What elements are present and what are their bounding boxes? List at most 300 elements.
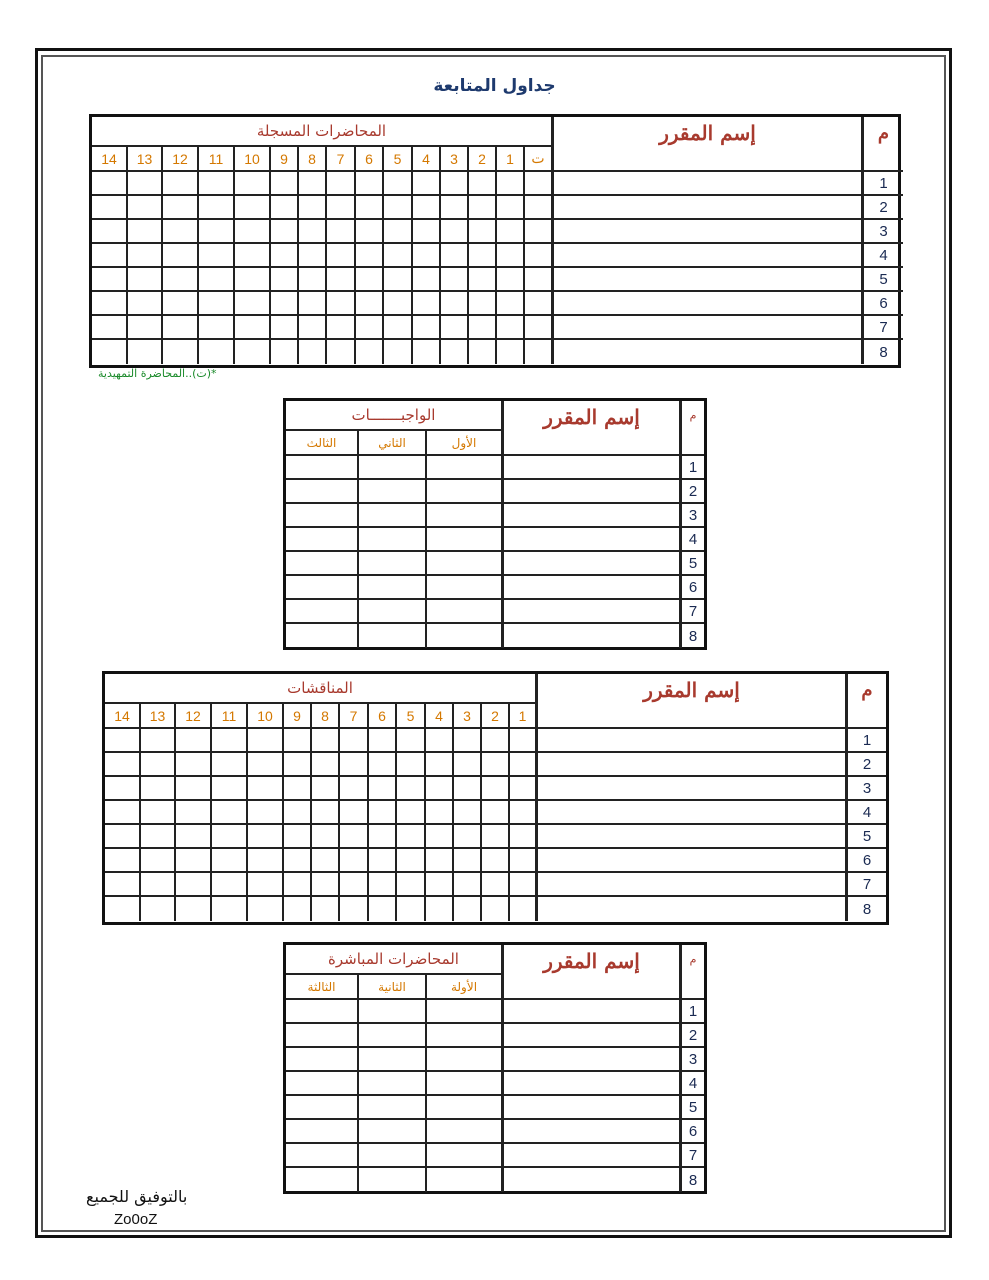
tracking-cell[interactable]	[482, 801, 510, 825]
tracking-cell[interactable]	[525, 340, 554, 364]
tracking-cell[interactable]	[427, 1168, 504, 1192]
tracking-cell[interactable]	[359, 1168, 427, 1192]
tracking-cell[interactable]	[356, 196, 384, 220]
tracking-cell[interactable]	[369, 873, 397, 897]
tracking-cell[interactable]	[426, 873, 454, 897]
tracking-cell[interactable]	[427, 1120, 504, 1144]
tracking-cell[interactable]	[271, 220, 299, 244]
subject-name-cell[interactable]	[538, 849, 848, 873]
tracking-cell[interactable]	[397, 873, 426, 897]
tracking-cell[interactable]	[359, 528, 427, 552]
tracking-cell[interactable]	[356, 340, 384, 364]
tracking-cell[interactable]	[163, 292, 199, 316]
tracking-cell[interactable]	[384, 244, 413, 268]
tracking-cell[interactable]	[141, 897, 176, 921]
tracking-cell[interactable]	[510, 777, 538, 801]
tracking-cell[interactable]	[163, 172, 199, 196]
tracking-cell[interactable]	[454, 897, 482, 921]
tracking-cell[interactable]	[92, 316, 128, 340]
tracking-cell[interactable]	[176, 849, 212, 873]
tracking-cell[interactable]	[327, 268, 356, 292]
tracking-cell[interactable]	[199, 268, 235, 292]
tracking-cell[interactable]	[384, 268, 413, 292]
tracking-cell[interactable]	[384, 316, 413, 340]
tracking-cell[interactable]	[497, 172, 525, 196]
tracking-cell[interactable]	[359, 624, 427, 648]
tracking-cell[interactable]	[441, 292, 469, 316]
tracking-cell[interactable]	[525, 244, 554, 268]
tracking-cell[interactable]	[441, 196, 469, 220]
tracking-cell[interactable]	[299, 268, 327, 292]
tracking-cell[interactable]	[359, 552, 427, 576]
tracking-cell[interactable]	[497, 316, 525, 340]
tracking-cell[interactable]	[176, 729, 212, 753]
tracking-cell[interactable]	[497, 292, 525, 316]
tracking-cell[interactable]	[271, 196, 299, 220]
tracking-cell[interactable]	[384, 172, 413, 196]
tracking-cell[interactable]	[163, 268, 199, 292]
subject-name-cell[interactable]	[554, 292, 864, 316]
tracking-cell[interactable]	[369, 729, 397, 753]
tracking-cell[interactable]	[286, 504, 359, 528]
tracking-cell[interactable]	[454, 753, 482, 777]
tracking-cell[interactable]	[441, 340, 469, 364]
tracking-cell[interactable]	[248, 777, 284, 801]
tracking-cell[interactable]	[199, 292, 235, 316]
tracking-cell[interactable]	[92, 340, 128, 364]
tracking-cell[interactable]	[212, 753, 248, 777]
tracking-cell[interactable]	[312, 753, 340, 777]
tracking-cell[interactable]	[525, 220, 554, 244]
tracking-cell[interactable]	[426, 825, 454, 849]
tracking-cell[interactable]	[525, 292, 554, 316]
tracking-cell[interactable]	[286, 1144, 359, 1168]
tracking-cell[interactable]	[248, 729, 284, 753]
tracking-cell[interactable]	[212, 801, 248, 825]
tracking-cell[interactable]	[312, 777, 340, 801]
tracking-cell[interactable]	[454, 777, 482, 801]
tracking-cell[interactable]	[359, 576, 427, 600]
tracking-cell[interactable]	[340, 897, 369, 921]
tracking-cell[interactable]	[141, 729, 176, 753]
tracking-cell[interactable]	[359, 504, 427, 528]
tracking-cell[interactable]	[176, 777, 212, 801]
subject-name-cell[interactable]	[504, 456, 682, 480]
tracking-cell[interactable]	[271, 244, 299, 268]
tracking-cell[interactable]	[105, 777, 141, 801]
tracking-cell[interactable]	[299, 316, 327, 340]
tracking-cell[interactable]	[525, 196, 554, 220]
tracking-cell[interactable]	[163, 220, 199, 244]
tracking-cell[interactable]	[356, 244, 384, 268]
tracking-cell[interactable]	[286, 1048, 359, 1072]
tracking-cell[interactable]	[525, 316, 554, 340]
tracking-cell[interactable]	[284, 777, 312, 801]
tracking-cell[interactable]	[141, 873, 176, 897]
tracking-cell[interactable]	[212, 873, 248, 897]
tracking-cell[interactable]	[510, 849, 538, 873]
tracking-cell[interactable]	[199, 172, 235, 196]
tracking-cell[interactable]	[235, 316, 271, 340]
tracking-cell[interactable]	[299, 340, 327, 364]
tracking-cell[interactable]	[369, 777, 397, 801]
tracking-cell[interactable]	[327, 340, 356, 364]
subject-name-cell[interactable]	[504, 1144, 682, 1168]
tracking-cell[interactable]	[397, 777, 426, 801]
tracking-cell[interactable]	[427, 1096, 504, 1120]
tracking-cell[interactable]	[105, 801, 141, 825]
subject-name-cell[interactable]	[504, 528, 682, 552]
tracking-cell[interactable]	[469, 316, 497, 340]
tracking-cell[interactable]	[271, 292, 299, 316]
tracking-cell[interactable]	[105, 825, 141, 849]
tracking-cell[interactable]	[413, 292, 441, 316]
tracking-cell[interactable]	[413, 268, 441, 292]
tracking-cell[interactable]	[128, 268, 163, 292]
tracking-cell[interactable]	[510, 729, 538, 753]
subject-name-cell[interactable]	[504, 1072, 682, 1096]
tracking-cell[interactable]	[299, 292, 327, 316]
tracking-cell[interactable]	[212, 729, 248, 753]
subject-name-cell[interactable]	[504, 504, 682, 528]
tracking-cell[interactable]	[176, 873, 212, 897]
tracking-cell[interactable]	[128, 244, 163, 268]
tracking-cell[interactable]	[469, 244, 497, 268]
tracking-cell[interactable]	[356, 316, 384, 340]
subject-name-cell[interactable]	[554, 196, 864, 220]
tracking-cell[interactable]	[525, 172, 554, 196]
tracking-cell[interactable]	[340, 873, 369, 897]
subject-name-cell[interactable]	[554, 268, 864, 292]
tracking-cell[interactable]	[235, 340, 271, 364]
tracking-cell[interactable]	[235, 220, 271, 244]
tracking-cell[interactable]	[92, 172, 128, 196]
tracking-cell[interactable]	[286, 1000, 359, 1024]
tracking-cell[interactable]	[248, 849, 284, 873]
tracking-cell[interactable]	[397, 825, 426, 849]
tracking-cell[interactable]	[141, 753, 176, 777]
tracking-cell[interactable]	[426, 777, 454, 801]
tracking-cell[interactable]	[482, 753, 510, 777]
tracking-cell[interactable]	[454, 825, 482, 849]
tracking-cell[interactable]	[312, 825, 340, 849]
tracking-cell[interactable]	[397, 801, 426, 825]
subject-name-cell[interactable]	[554, 244, 864, 268]
tracking-cell[interactable]	[482, 777, 510, 801]
tracking-cell[interactable]	[413, 244, 441, 268]
tracking-cell[interactable]	[426, 897, 454, 921]
tracking-cell[interactable]	[105, 849, 141, 873]
tracking-cell[interactable]	[356, 268, 384, 292]
tracking-cell[interactable]	[299, 172, 327, 196]
tracking-cell[interactable]	[248, 825, 284, 849]
subject-name-cell[interactable]	[538, 873, 848, 897]
tracking-cell[interactable]	[359, 1072, 427, 1096]
tracking-cell[interactable]	[427, 528, 504, 552]
tracking-cell[interactable]	[327, 196, 356, 220]
tracking-cell[interactable]	[384, 292, 413, 316]
tracking-cell[interactable]	[128, 292, 163, 316]
tracking-cell[interactable]	[369, 825, 397, 849]
tracking-cell[interactable]	[482, 729, 510, 753]
subject-name-cell[interactable]	[538, 753, 848, 777]
tracking-cell[interactable]	[384, 196, 413, 220]
subject-name-cell[interactable]	[554, 172, 864, 196]
tracking-cell[interactable]	[176, 801, 212, 825]
tracking-cell[interactable]	[248, 753, 284, 777]
tracking-cell[interactable]	[510, 897, 538, 921]
tracking-cell[interactable]	[427, 1000, 504, 1024]
tracking-cell[interactable]	[286, 1096, 359, 1120]
subject-name-cell[interactable]	[538, 729, 848, 753]
tracking-cell[interactable]	[482, 873, 510, 897]
tracking-cell[interactable]	[497, 220, 525, 244]
tracking-cell[interactable]	[163, 340, 199, 364]
tracking-cell[interactable]	[384, 340, 413, 364]
subject-name-cell[interactable]	[554, 340, 864, 364]
tracking-cell[interactable]	[426, 753, 454, 777]
tracking-cell[interactable]	[92, 268, 128, 292]
tracking-cell[interactable]	[427, 456, 504, 480]
subject-name-cell[interactable]	[504, 576, 682, 600]
tracking-cell[interactable]	[92, 196, 128, 220]
tracking-cell[interactable]	[441, 220, 469, 244]
tracking-cell[interactable]	[327, 172, 356, 196]
tracking-cell[interactable]	[340, 849, 369, 873]
tracking-cell[interactable]	[359, 1024, 427, 1048]
tracking-cell[interactable]	[356, 220, 384, 244]
tracking-cell[interactable]	[199, 340, 235, 364]
tracking-cell[interactable]	[454, 729, 482, 753]
tracking-cell[interactable]	[340, 777, 369, 801]
tracking-cell[interactable]	[286, 624, 359, 648]
tracking-cell[interactable]	[359, 456, 427, 480]
tracking-cell[interactable]	[441, 268, 469, 292]
tracking-cell[interactable]	[286, 1168, 359, 1192]
tracking-cell[interactable]	[441, 172, 469, 196]
tracking-cell[interactable]	[286, 528, 359, 552]
tracking-cell[interactable]	[359, 480, 427, 504]
tracking-cell[interactable]	[299, 196, 327, 220]
tracking-cell[interactable]	[369, 753, 397, 777]
tracking-cell[interactable]	[271, 316, 299, 340]
tracking-cell[interactable]	[397, 753, 426, 777]
tracking-cell[interactable]	[141, 777, 176, 801]
tracking-cell[interactable]	[510, 825, 538, 849]
tracking-cell[interactable]	[286, 576, 359, 600]
tracking-cell[interactable]	[427, 1024, 504, 1048]
tracking-cell[interactable]	[427, 624, 504, 648]
subject-name-cell[interactable]	[504, 1120, 682, 1144]
tracking-cell[interactable]	[427, 600, 504, 624]
tracking-cell[interactable]	[128, 172, 163, 196]
tracking-cell[interactable]	[199, 220, 235, 244]
tracking-cell[interactable]	[248, 801, 284, 825]
tracking-cell[interactable]	[141, 801, 176, 825]
tracking-cell[interactable]	[497, 244, 525, 268]
tracking-cell[interactable]	[92, 244, 128, 268]
tracking-cell[interactable]	[284, 729, 312, 753]
tracking-cell[interactable]	[286, 456, 359, 480]
tracking-cell[interactable]	[163, 316, 199, 340]
tracking-cell[interactable]	[359, 1000, 427, 1024]
tracking-cell[interactable]	[384, 220, 413, 244]
tracking-cell[interactable]	[510, 801, 538, 825]
tracking-cell[interactable]	[286, 1072, 359, 1096]
tracking-cell[interactable]	[369, 801, 397, 825]
tracking-cell[interactable]	[525, 268, 554, 292]
subject-name-cell[interactable]	[504, 1024, 682, 1048]
subject-name-cell[interactable]	[554, 220, 864, 244]
tracking-cell[interactable]	[454, 849, 482, 873]
tracking-cell[interactable]	[199, 196, 235, 220]
tracking-cell[interactable]	[497, 340, 525, 364]
tracking-cell[interactable]	[248, 873, 284, 897]
tracking-cell[interactable]	[199, 244, 235, 268]
subject-name-cell[interactable]	[538, 801, 848, 825]
tracking-cell[interactable]	[482, 897, 510, 921]
tracking-cell[interactable]	[128, 196, 163, 220]
subject-name-cell[interactable]	[504, 480, 682, 504]
tracking-cell[interactable]	[413, 196, 441, 220]
tracking-cell[interactable]	[469, 196, 497, 220]
tracking-cell[interactable]	[176, 897, 212, 921]
tracking-cell[interactable]	[427, 1072, 504, 1096]
tracking-cell[interactable]	[212, 777, 248, 801]
tracking-cell[interactable]	[248, 897, 284, 921]
tracking-cell[interactable]	[286, 1024, 359, 1048]
subject-name-cell[interactable]	[538, 897, 848, 921]
tracking-cell[interactable]	[128, 340, 163, 364]
tracking-cell[interactable]	[356, 172, 384, 196]
tracking-cell[interactable]	[163, 196, 199, 220]
tracking-cell[interactable]	[497, 196, 525, 220]
tracking-cell[interactable]	[212, 825, 248, 849]
tracking-cell[interactable]	[284, 825, 312, 849]
tracking-cell[interactable]	[340, 729, 369, 753]
tracking-cell[interactable]	[235, 292, 271, 316]
tracking-cell[interactable]	[427, 576, 504, 600]
tracking-cell[interactable]	[212, 897, 248, 921]
tracking-cell[interactable]	[413, 172, 441, 196]
tracking-cell[interactable]	[340, 825, 369, 849]
subject-name-cell[interactable]	[504, 1000, 682, 1024]
tracking-cell[interactable]	[397, 849, 426, 873]
tracking-cell[interactable]	[454, 873, 482, 897]
tracking-cell[interactable]	[271, 172, 299, 196]
tracking-cell[interactable]	[469, 268, 497, 292]
tracking-cell[interactable]	[235, 196, 271, 220]
tracking-cell[interactable]	[427, 504, 504, 528]
tracking-cell[interactable]	[426, 729, 454, 753]
tracking-cell[interactable]	[340, 801, 369, 825]
tracking-cell[interactable]	[271, 340, 299, 364]
tracking-cell[interactable]	[359, 600, 427, 624]
tracking-cell[interactable]	[369, 849, 397, 873]
tracking-cell[interactable]	[312, 801, 340, 825]
tracking-cell[interactable]	[199, 316, 235, 340]
subject-name-cell[interactable]	[504, 1168, 682, 1192]
tracking-cell[interactable]	[510, 753, 538, 777]
tracking-cell[interactable]	[469, 340, 497, 364]
tracking-cell[interactable]	[327, 292, 356, 316]
subject-name-cell[interactable]	[504, 552, 682, 576]
tracking-cell[interactable]	[469, 172, 497, 196]
tracking-cell[interactable]	[284, 873, 312, 897]
subject-name-cell[interactable]	[504, 1096, 682, 1120]
tracking-cell[interactable]	[105, 873, 141, 897]
tracking-cell[interactable]	[482, 849, 510, 873]
subject-name-cell[interactable]	[504, 624, 682, 648]
tracking-cell[interactable]	[286, 480, 359, 504]
tracking-cell[interactable]	[176, 825, 212, 849]
tracking-cell[interactable]	[235, 268, 271, 292]
tracking-cell[interactable]	[413, 316, 441, 340]
tracking-cell[interactable]	[340, 753, 369, 777]
tracking-cell[interactable]	[141, 849, 176, 873]
tracking-cell[interactable]	[359, 1096, 427, 1120]
tracking-cell[interactable]	[284, 849, 312, 873]
tracking-cell[interactable]	[510, 873, 538, 897]
tracking-cell[interactable]	[427, 1144, 504, 1168]
tracking-cell[interactable]	[235, 172, 271, 196]
tracking-cell[interactable]	[92, 220, 128, 244]
tracking-cell[interactable]	[286, 552, 359, 576]
tracking-cell[interactable]	[397, 729, 426, 753]
tracking-cell[interactable]	[427, 1048, 504, 1072]
tracking-cell[interactable]	[469, 220, 497, 244]
tracking-cell[interactable]	[286, 600, 359, 624]
tracking-cell[interactable]	[286, 1120, 359, 1144]
tracking-cell[interactable]	[271, 268, 299, 292]
subject-name-cell[interactable]	[554, 316, 864, 340]
tracking-cell[interactable]	[441, 316, 469, 340]
tracking-cell[interactable]	[312, 849, 340, 873]
tracking-cell[interactable]	[327, 220, 356, 244]
tracking-cell[interactable]	[105, 729, 141, 753]
tracking-cell[interactable]	[141, 825, 176, 849]
tracking-cell[interactable]	[212, 849, 248, 873]
tracking-cell[interactable]	[482, 825, 510, 849]
tracking-cell[interactable]	[356, 292, 384, 316]
subject-name-cell[interactable]	[504, 1048, 682, 1072]
tracking-cell[interactable]	[413, 220, 441, 244]
tracking-cell[interactable]	[359, 1048, 427, 1072]
tracking-cell[interactable]	[426, 849, 454, 873]
tracking-cell[interactable]	[105, 753, 141, 777]
tracking-cell[interactable]	[105, 897, 141, 921]
tracking-cell[interactable]	[359, 1144, 427, 1168]
tracking-cell[interactable]	[235, 244, 271, 268]
tracking-cell[interactable]	[469, 292, 497, 316]
subject-name-cell[interactable]	[538, 777, 848, 801]
tracking-cell[interactable]	[413, 340, 441, 364]
tracking-cell[interactable]	[284, 897, 312, 921]
tracking-cell[interactable]	[299, 220, 327, 244]
tracking-cell[interactable]	[312, 897, 340, 921]
subject-name-cell[interactable]	[538, 825, 848, 849]
tracking-cell[interactable]	[284, 801, 312, 825]
tracking-cell[interactable]	[359, 1120, 427, 1144]
tracking-cell[interactable]	[454, 801, 482, 825]
subject-name-cell[interactable]	[504, 600, 682, 624]
tracking-cell[interactable]	[128, 316, 163, 340]
tracking-cell[interactable]	[128, 220, 163, 244]
tracking-cell[interactable]	[163, 244, 199, 268]
tracking-cell[interactable]	[497, 268, 525, 292]
tracking-cell[interactable]	[369, 897, 397, 921]
tracking-cell[interactable]	[284, 753, 312, 777]
